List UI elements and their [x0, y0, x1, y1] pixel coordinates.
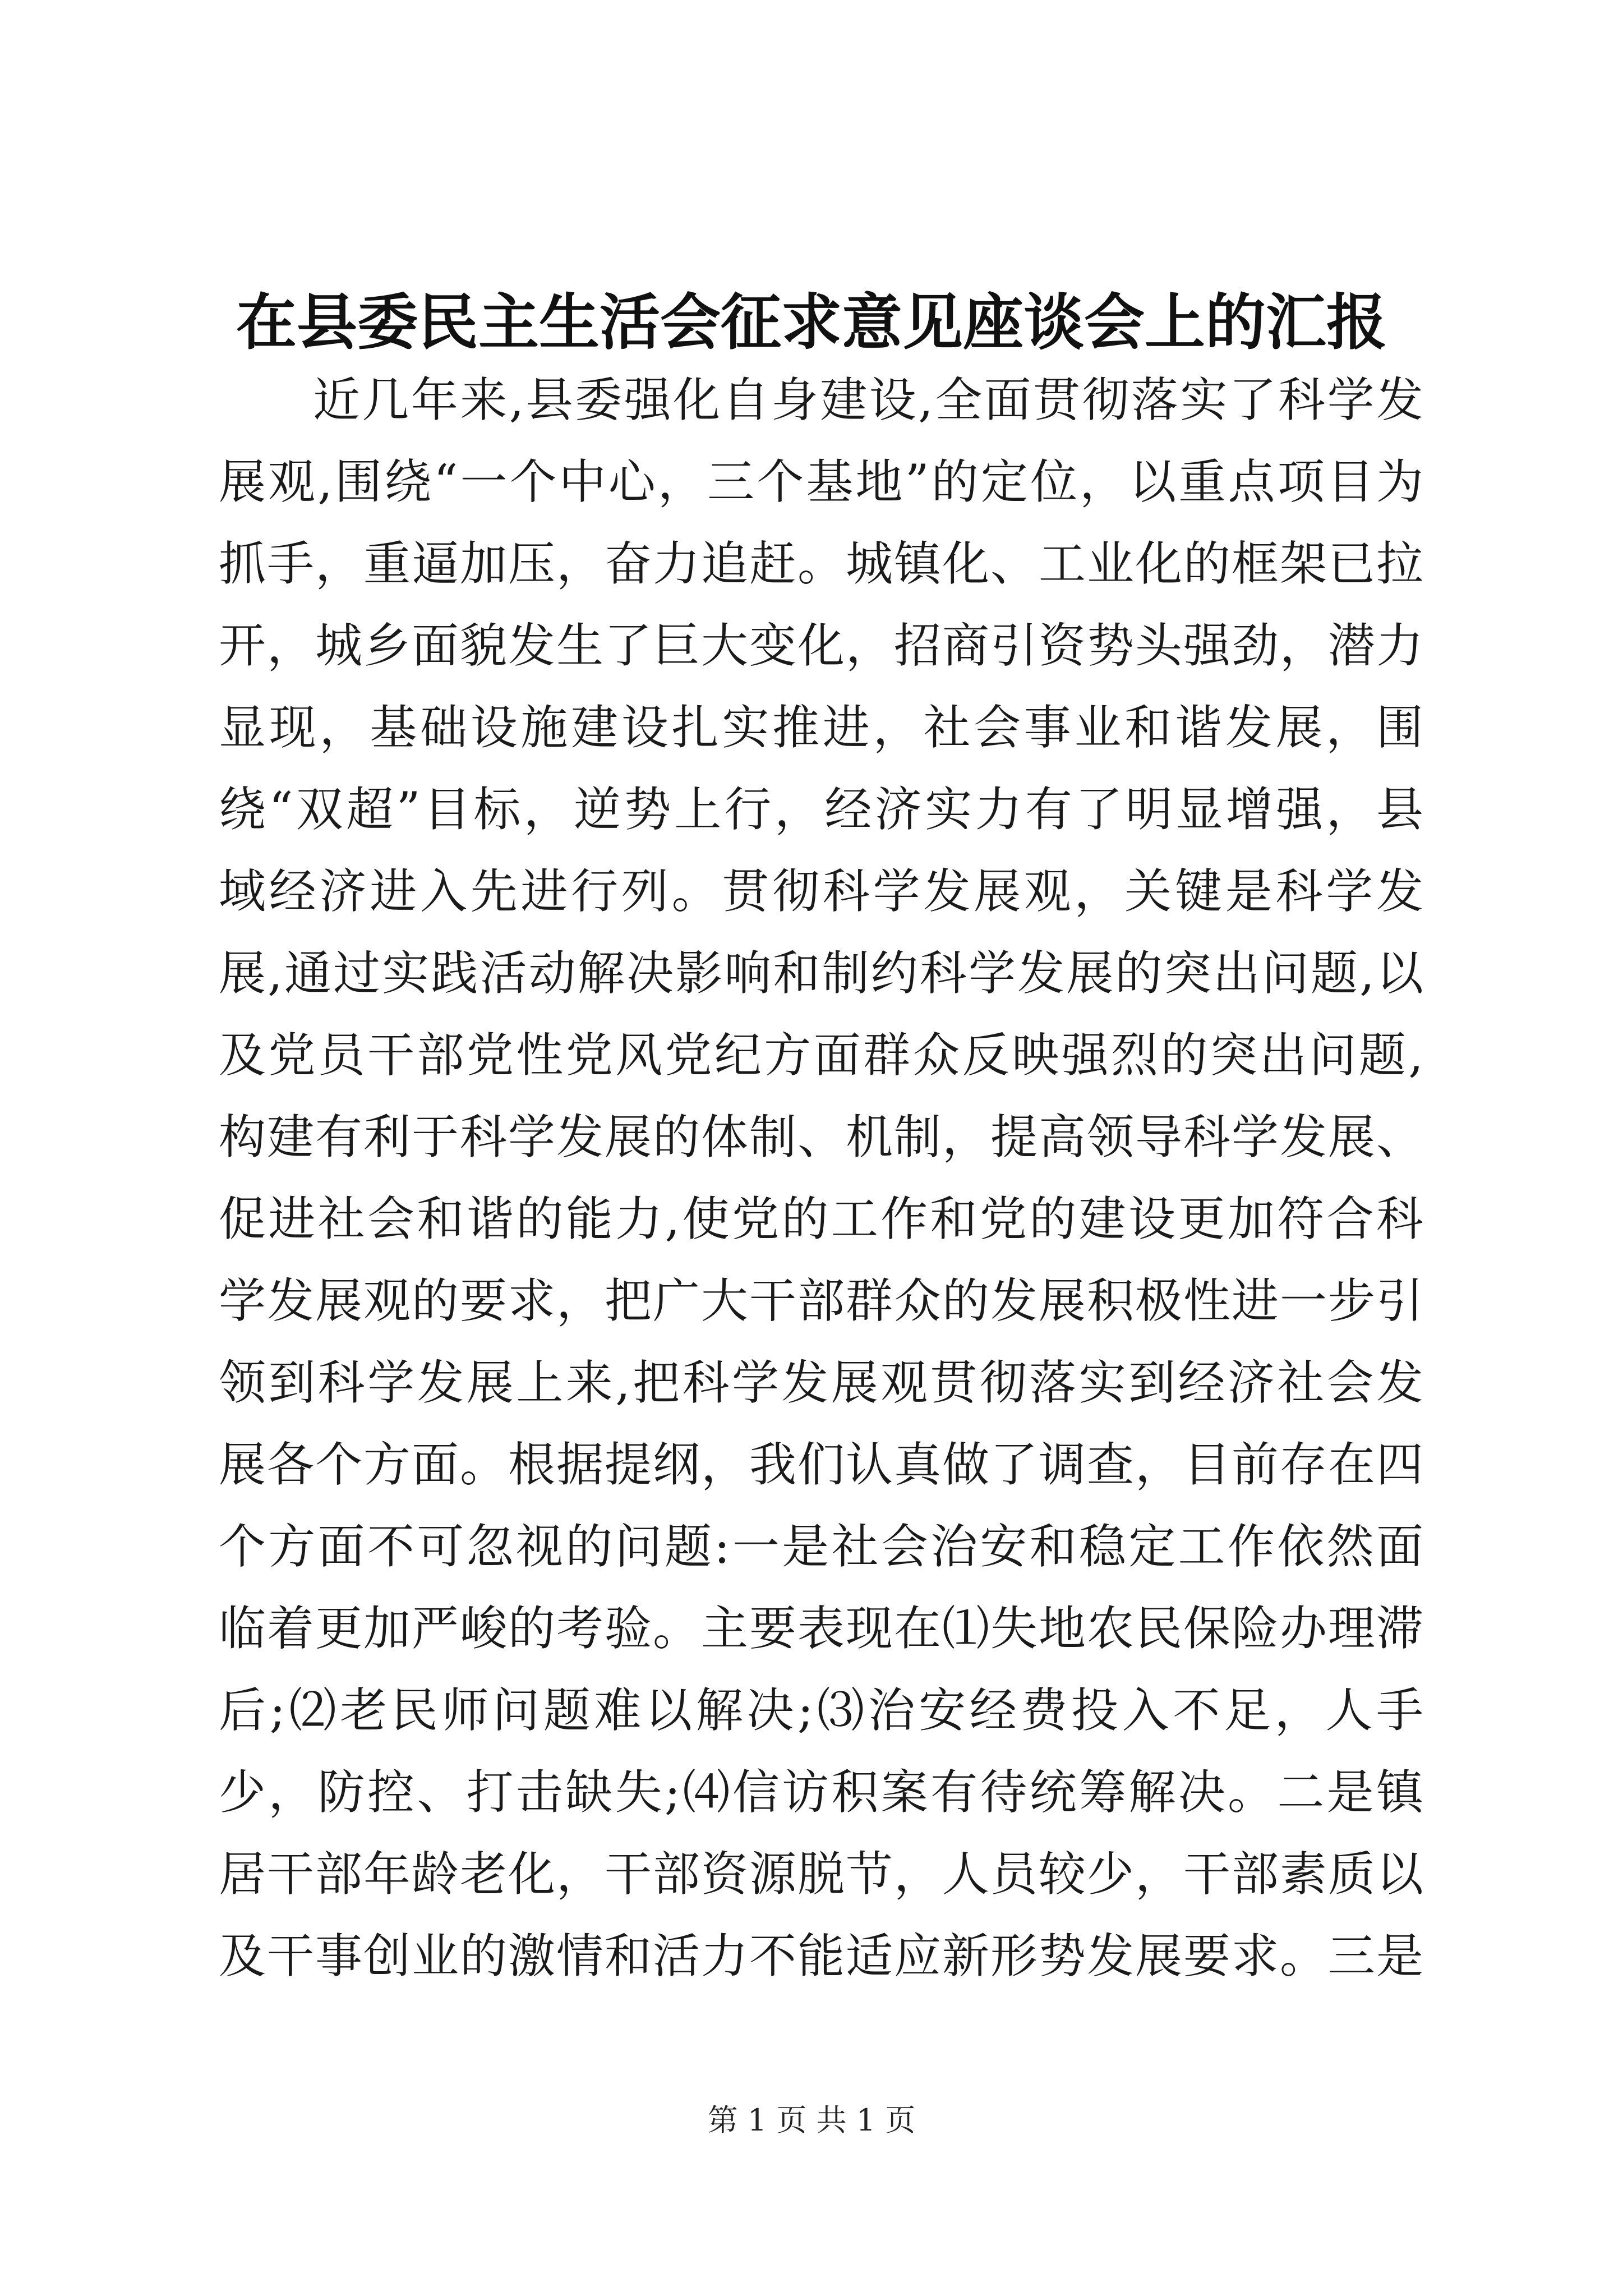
document-body-paragraph: 近几年来,县委强化自身建设,全面贯彻落实了科学发展观,围绕“一个中心，三个基地”的定位，以重点项目为抓手，重逼加压，奋力追赶。城镇化、工业化的框架已拉开，城乡面貌发生了巨大变化，招商引资势头强劲，潜力显现，基础设施建设扎实推进，社会事业和谐发展，围绕“双超”目标，逆势上行，经济实力有了明显增强，县域经济进入先进行列。贯彻科学发展观，关键是科学发展,通过实践活动解决影响和制约科学发展的突出问题,以及党员干部党性党风党纪方面群众反映强烈的突出问题,构建有利于科学发展的体制、机制，提高领导科学发展、促进社会和谐的能力,使党的工作和党的建设更加符合科学发展观的要求，把广大干部群众的发展积极性进一步引领到科学发展上来,把科学发展观贯彻落实到经济社会发展各个方面。根据提纲，我们认真做了调查，目前存在四个方面不可忽视的问题:一是社会治安和稳定工作依然面临着更加严峻的考验。主要表现在⑴失地农民保险办理滞后;⑵老民师问题难以解决;⑶治安经费投入不足，人手少，防控、打击缺失;⑷信访积案有待统筹解决。二是镇居干部年龄老化，干部资源脱节，人员较少，干部素质以及干事创业的激情和活力不能适应新形势发展要求。三是 [219, 372, 1424, 1984]
page-number-footer: 第 1 页 共 1 页 [707, 2102, 916, 2138]
document-title: 在县委民主生活会征求意见座谈会上的汇报 [236, 287, 1387, 358]
